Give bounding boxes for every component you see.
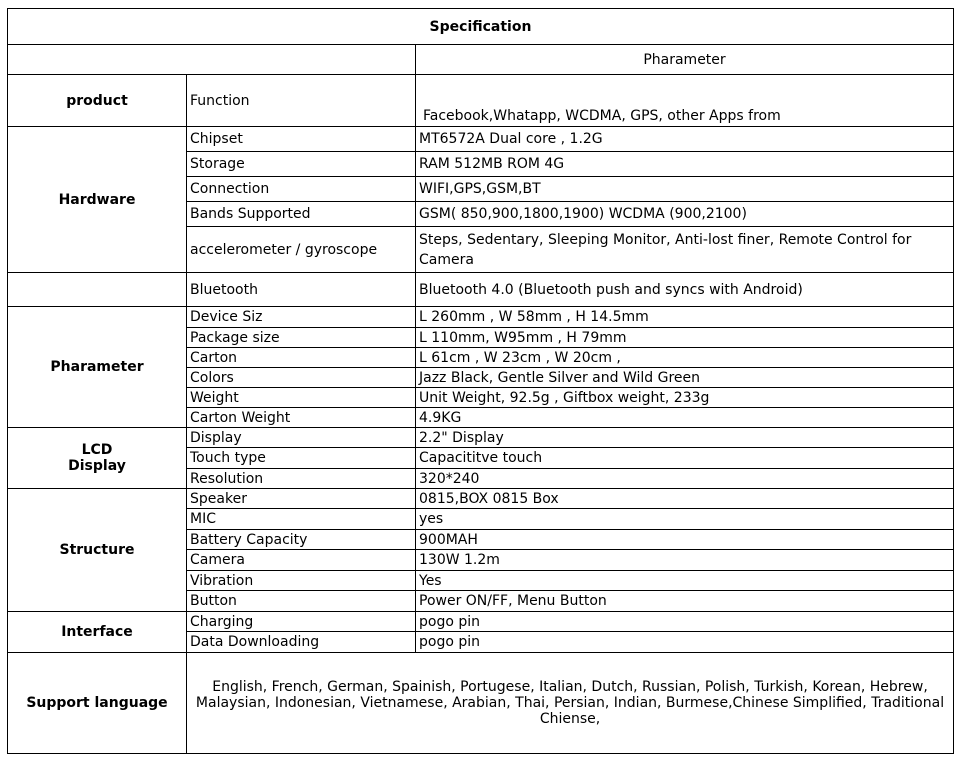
language-value: English, French, German, Spainish, Portugese, Italian, Dutch, Russian, Polish, Turkish, Korean, Hebrew, Malaysian, Indonesian, Vietnamese, Arabian, Thai, Persian, Indian, Burmese,Chinese Simplified, Traditional Chiense, [187,653,954,754]
spec-key: Colors [187,368,416,388]
spec-value: GSM( 850,900,1800,1900) WCDMA (900,2100) [416,202,954,227]
blank-header-cell [8,45,416,75]
spec-row [8,428,954,448]
spec-key: Display [187,428,416,448]
page-title: Specification [8,9,954,45]
lcd-label-line2: Display [68,458,126,474]
spec-table [7,8,954,754]
spec-value: yes [416,509,954,530]
spec-value: L 110mm, W95mm , H 79mm [416,328,954,348]
spec-key: Camera [187,550,416,571]
lcd-label [8,428,187,489]
spec-value: 900MAH [416,530,954,550]
spec-key: Button [187,591,416,612]
spec-key: Resolution [187,469,416,489]
title-row [8,9,954,45]
spec-value: 320*240 [416,469,954,489]
spec-key: Charging [187,612,416,632]
spec-row [8,127,954,152]
spec-key: Data Downloading [187,632,416,653]
hardware-label: Hardware [8,127,187,273]
spec-key: Bands Supported [187,202,416,227]
spec-value: L 260mm , W 58mm , H 14.5mm [416,307,954,328]
spec-key: Touch type [187,448,416,469]
language-label: Support language [8,653,187,754]
spec-value: pogo pin [416,612,954,632]
spec-row [8,489,954,509]
spec-value: 4.9KG [416,408,954,428]
spec-key: Storage [187,152,416,177]
spec-value: pogo pin [416,632,954,653]
spec-key: accelerometer / gyroscope [187,227,416,273]
spec-key: Vibration [187,571,416,591]
spec-key: Weight [187,388,416,408]
product-row [8,75,954,127]
spec-value: Jazz Black, Gentle Silver and Wild Green [416,368,954,388]
spec-row [8,612,954,632]
spec-row [8,307,954,328]
spec-key: Chipset [187,127,416,152]
spec-value: WIFI,GPS,GSM,BT [416,177,954,202]
spec-key: Bluetooth [187,273,416,307]
spec-value: 130W 1.2m [416,550,954,571]
language-row [8,653,954,754]
spec-value: RAM 512MB ROM 4G [416,152,954,177]
interface-label: Interface [8,612,187,653]
spec-value: L 61cm , W 23cm , W 20cm , [416,348,954,368]
lcd-label-line1: LCD [81,442,113,458]
spec-value: Facebook,Whatapp, WCDMA, GPS, other Apps from [416,75,954,127]
bluetooth-row [8,273,954,307]
spec-key: Battery Capacity [187,530,416,550]
spec-value: 0815,BOX 0815 Box [416,489,954,509]
spec-key: Speaker [187,489,416,509]
spec-value: MT6572A Dual core , 1.2G [416,127,954,152]
spec-value: Power ON/FF, Menu Button [416,591,954,612]
blank-section-cell [8,273,187,307]
spec-value: Capacititve touch [416,448,954,469]
product-label: product [8,75,187,127]
spec-key: MIC [187,509,416,530]
spec-value: 2.2" Display [416,428,954,448]
param-header-row [8,45,954,75]
spec-value: Yes [416,571,954,591]
spec-key: Device Siz [187,307,416,328]
spec-key: Carton [187,348,416,368]
spec-value: Unit Weight, 92.5g , Giftbox weight, 233g [416,388,954,408]
spec-key: Package size [187,328,416,348]
structure-label: Structure [8,489,187,612]
spec-value: Steps, Sedentary, Sleeping Monitor, Anti-lost finer, Remote Control for Camera [416,227,954,273]
spec-value: Bluetooth 4.0 (Bluetooth push and syncs with Android) [416,273,954,307]
param-header: Pharameter [416,45,954,75]
spec-key: Carton Weight [187,408,416,428]
spec-key: Connection [187,177,416,202]
spec-key: Function [187,75,416,127]
pharameter-label: Pharameter [8,307,187,428]
